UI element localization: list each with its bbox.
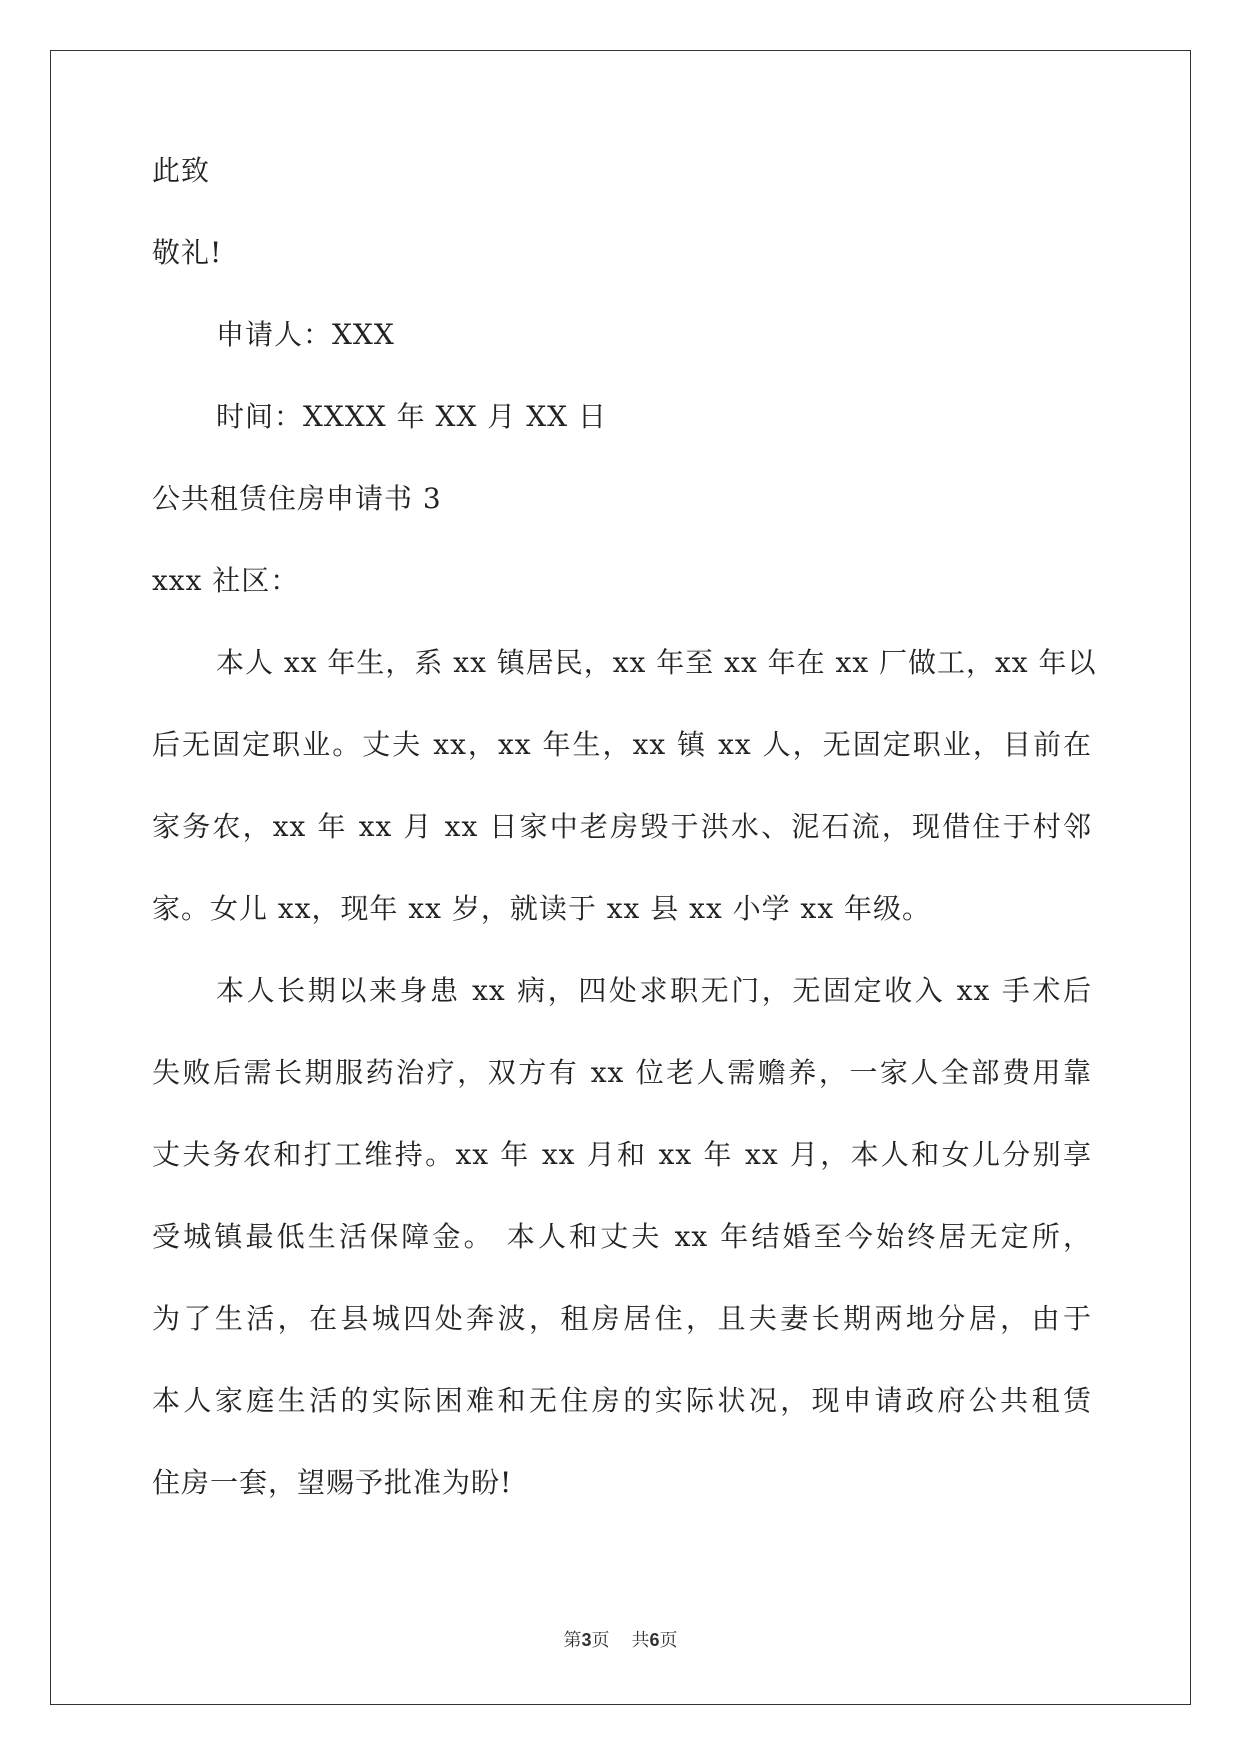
total-prefix: 共 [631, 1630, 650, 1651]
total-pages-number: 6 [649, 1630, 660, 1650]
current-page-number: 3 [581, 1630, 592, 1650]
paragraph-line: 本人家庭生活的实际困难和无住房的实际状况，现申请政府公共租赁 [152, 1384, 1092, 1417]
addressee-line: xxx 社区： [152, 564, 300, 597]
page-suffix: 页 [591, 1630, 610, 1651]
document-body [152, 130, 1097, 1524]
paragraph-line: 家务农，xx 年 xx 月 xx 日家中老房毁于洪水、泥石流，现借住于村邻 [152, 810, 1092, 843]
total-suffix: 页 [659, 1630, 678, 1651]
page-footer [0, 1628, 1241, 1653]
paragraph-line: 家。女儿 xx，现年 xx 岁，就读于 xx 县 xx 小学 xx 年级。 [152, 892, 932, 925]
paragraph-line: 丈夫务农和打工维持。xx 年 xx 月和 xx 年 xx 月，本人和女儿分别享 [152, 1138, 1092, 1171]
paragraph-line: 失败后需长期服药治疗，双方有 xx 位老人需赡养，一家人全部费用靠 [152, 1056, 1092, 1089]
paragraph-line: 本人 xx 年生，系 xx 镇居民，xx 年至 xx 年在 xx 厂做工，xx 年以 [216, 646, 1097, 679]
section-title: 公共租赁住房申请书 3 [152, 482, 442, 515]
paragraph-line: 为了生活，在县城四处奔波，租房居住，且夫妻长期两地分居，由于 [152, 1302, 1092, 1335]
date-line: 时间：XXXX 年 XX 月 XX 日 [216, 400, 607, 433]
closing-line-2: 敬礼! [152, 236, 223, 269]
paragraph-line: 住房一套，望赐予批准为盼! [152, 1466, 513, 1499]
paragraph-line: 受城镇最低生活保障金。 本人和丈夫 xx 年结婚至今始终居无定所， [152, 1220, 1092, 1253]
applicant-line: 申请人：XXX [216, 318, 395, 351]
closing-line-1: 此致 [152, 154, 211, 187]
paragraph-2 [152, 950, 1092, 1524]
paragraph-line: 本人长期以来身患 xx 病，四处求职无门，无固定收入 xx 手术后 [216, 974, 1092, 1007]
paragraph-1 [152, 622, 1097, 950]
paragraph-line: 后无固定职业。丈夫 xx，xx 年生，xx 镇 xx 人，无固定职业，目前在 [152, 728, 1092, 761]
page-prefix: 第 [563, 1630, 582, 1651]
